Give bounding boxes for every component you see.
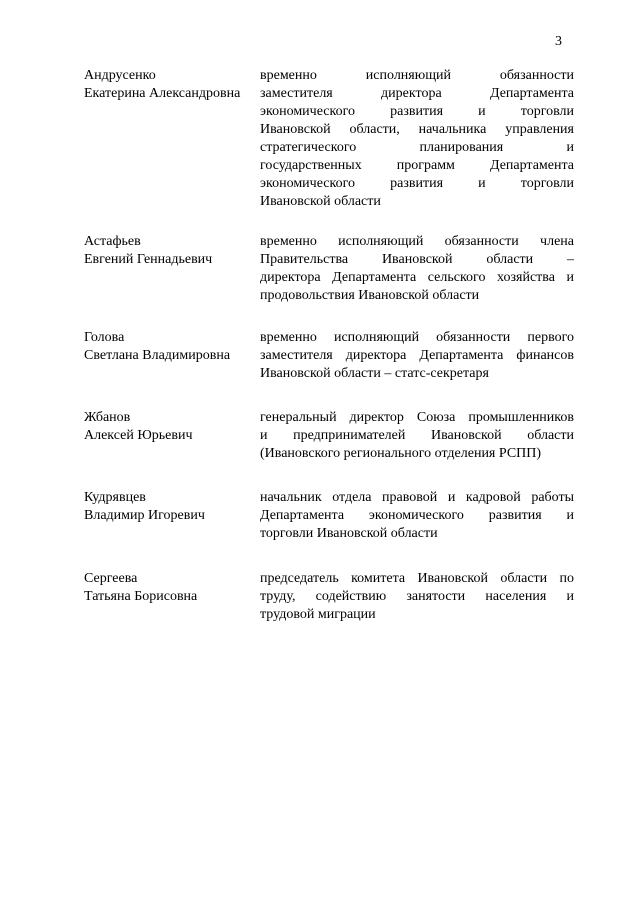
member-surname: Кудрявцев (84, 490, 146, 505)
position-line: (Ивановского регионального отделения РСПП) (260, 446, 542, 461)
position-line: и предпринимателей Ивановской области (260, 428, 574, 443)
member-given-names: Екатерина Александровна (84, 86, 241, 101)
position-line: заместителя директора Департамента (260, 86, 574, 101)
member-surname: Жбанов (84, 410, 131, 425)
position-line: временно исполняющий обязанности первого (260, 330, 574, 345)
member-position (260, 570, 574, 624)
member-given-names: Владимир Игоревич (84, 508, 205, 523)
position-line: председатель комитета Ивановской области по (260, 571, 574, 586)
member-given-names: Татьяна Борисовна (84, 589, 198, 604)
member-surname: Голова (84, 330, 125, 345)
position-line: государственных программ Департамента (260, 158, 574, 173)
position-line: продовольствия Ивановской области (260, 288, 480, 303)
position-line: заместителя директора Департамента финансов (260, 348, 574, 363)
member-surname: Андрусенко (84, 68, 156, 83)
member-position (260, 409, 574, 463)
member-name (84, 67, 262, 103)
position-line: труду, содействию занятости населения и (260, 589, 574, 604)
position-line: временно исполняющий обязанности члена (260, 234, 574, 249)
member-name (84, 570, 262, 606)
member-name (84, 489, 262, 525)
member-given-names: Алексей Юрьевич (84, 428, 193, 443)
member-name (84, 233, 262, 269)
position-line: Департамента экономического развития и (260, 508, 574, 523)
position-line: Ивановской области (260, 194, 381, 209)
position-line: Ивановской области, начальника управления (260, 122, 574, 137)
position-line: генеральный директор Союза промышленников (260, 410, 574, 425)
position-line: директора Департамента сельского хозяйства и (260, 270, 574, 285)
member-position (260, 67, 574, 211)
member-given-names: Евгений Геннадьевич (84, 252, 213, 267)
member-name (84, 329, 262, 365)
page-number: 3 (555, 34, 562, 49)
member-surname: Сергеева (84, 571, 138, 586)
member-position (260, 329, 574, 383)
position-line: Правительства Ивановской области – (260, 252, 574, 267)
position-line: экономического развития и торговли (260, 104, 574, 119)
member-name (84, 409, 262, 445)
position-line: временно исполняющий обязанности (260, 68, 574, 83)
position-line: стратегического планирования и (260, 140, 574, 155)
position-line: торговли Ивановской области (260, 526, 438, 541)
member-given-names: Светлана Владимировна (84, 348, 231, 363)
member-position (260, 489, 574, 543)
position-line: Ивановской области – статс-секретаря (260, 366, 489, 381)
member-position (260, 233, 574, 305)
position-line: трудовой миграции (260, 607, 376, 622)
position-line: начальник отдела правовой и кадровой работы (260, 490, 574, 505)
position-line: экономического развития и торговли (260, 176, 574, 191)
member-surname: Астафьев (84, 234, 141, 249)
